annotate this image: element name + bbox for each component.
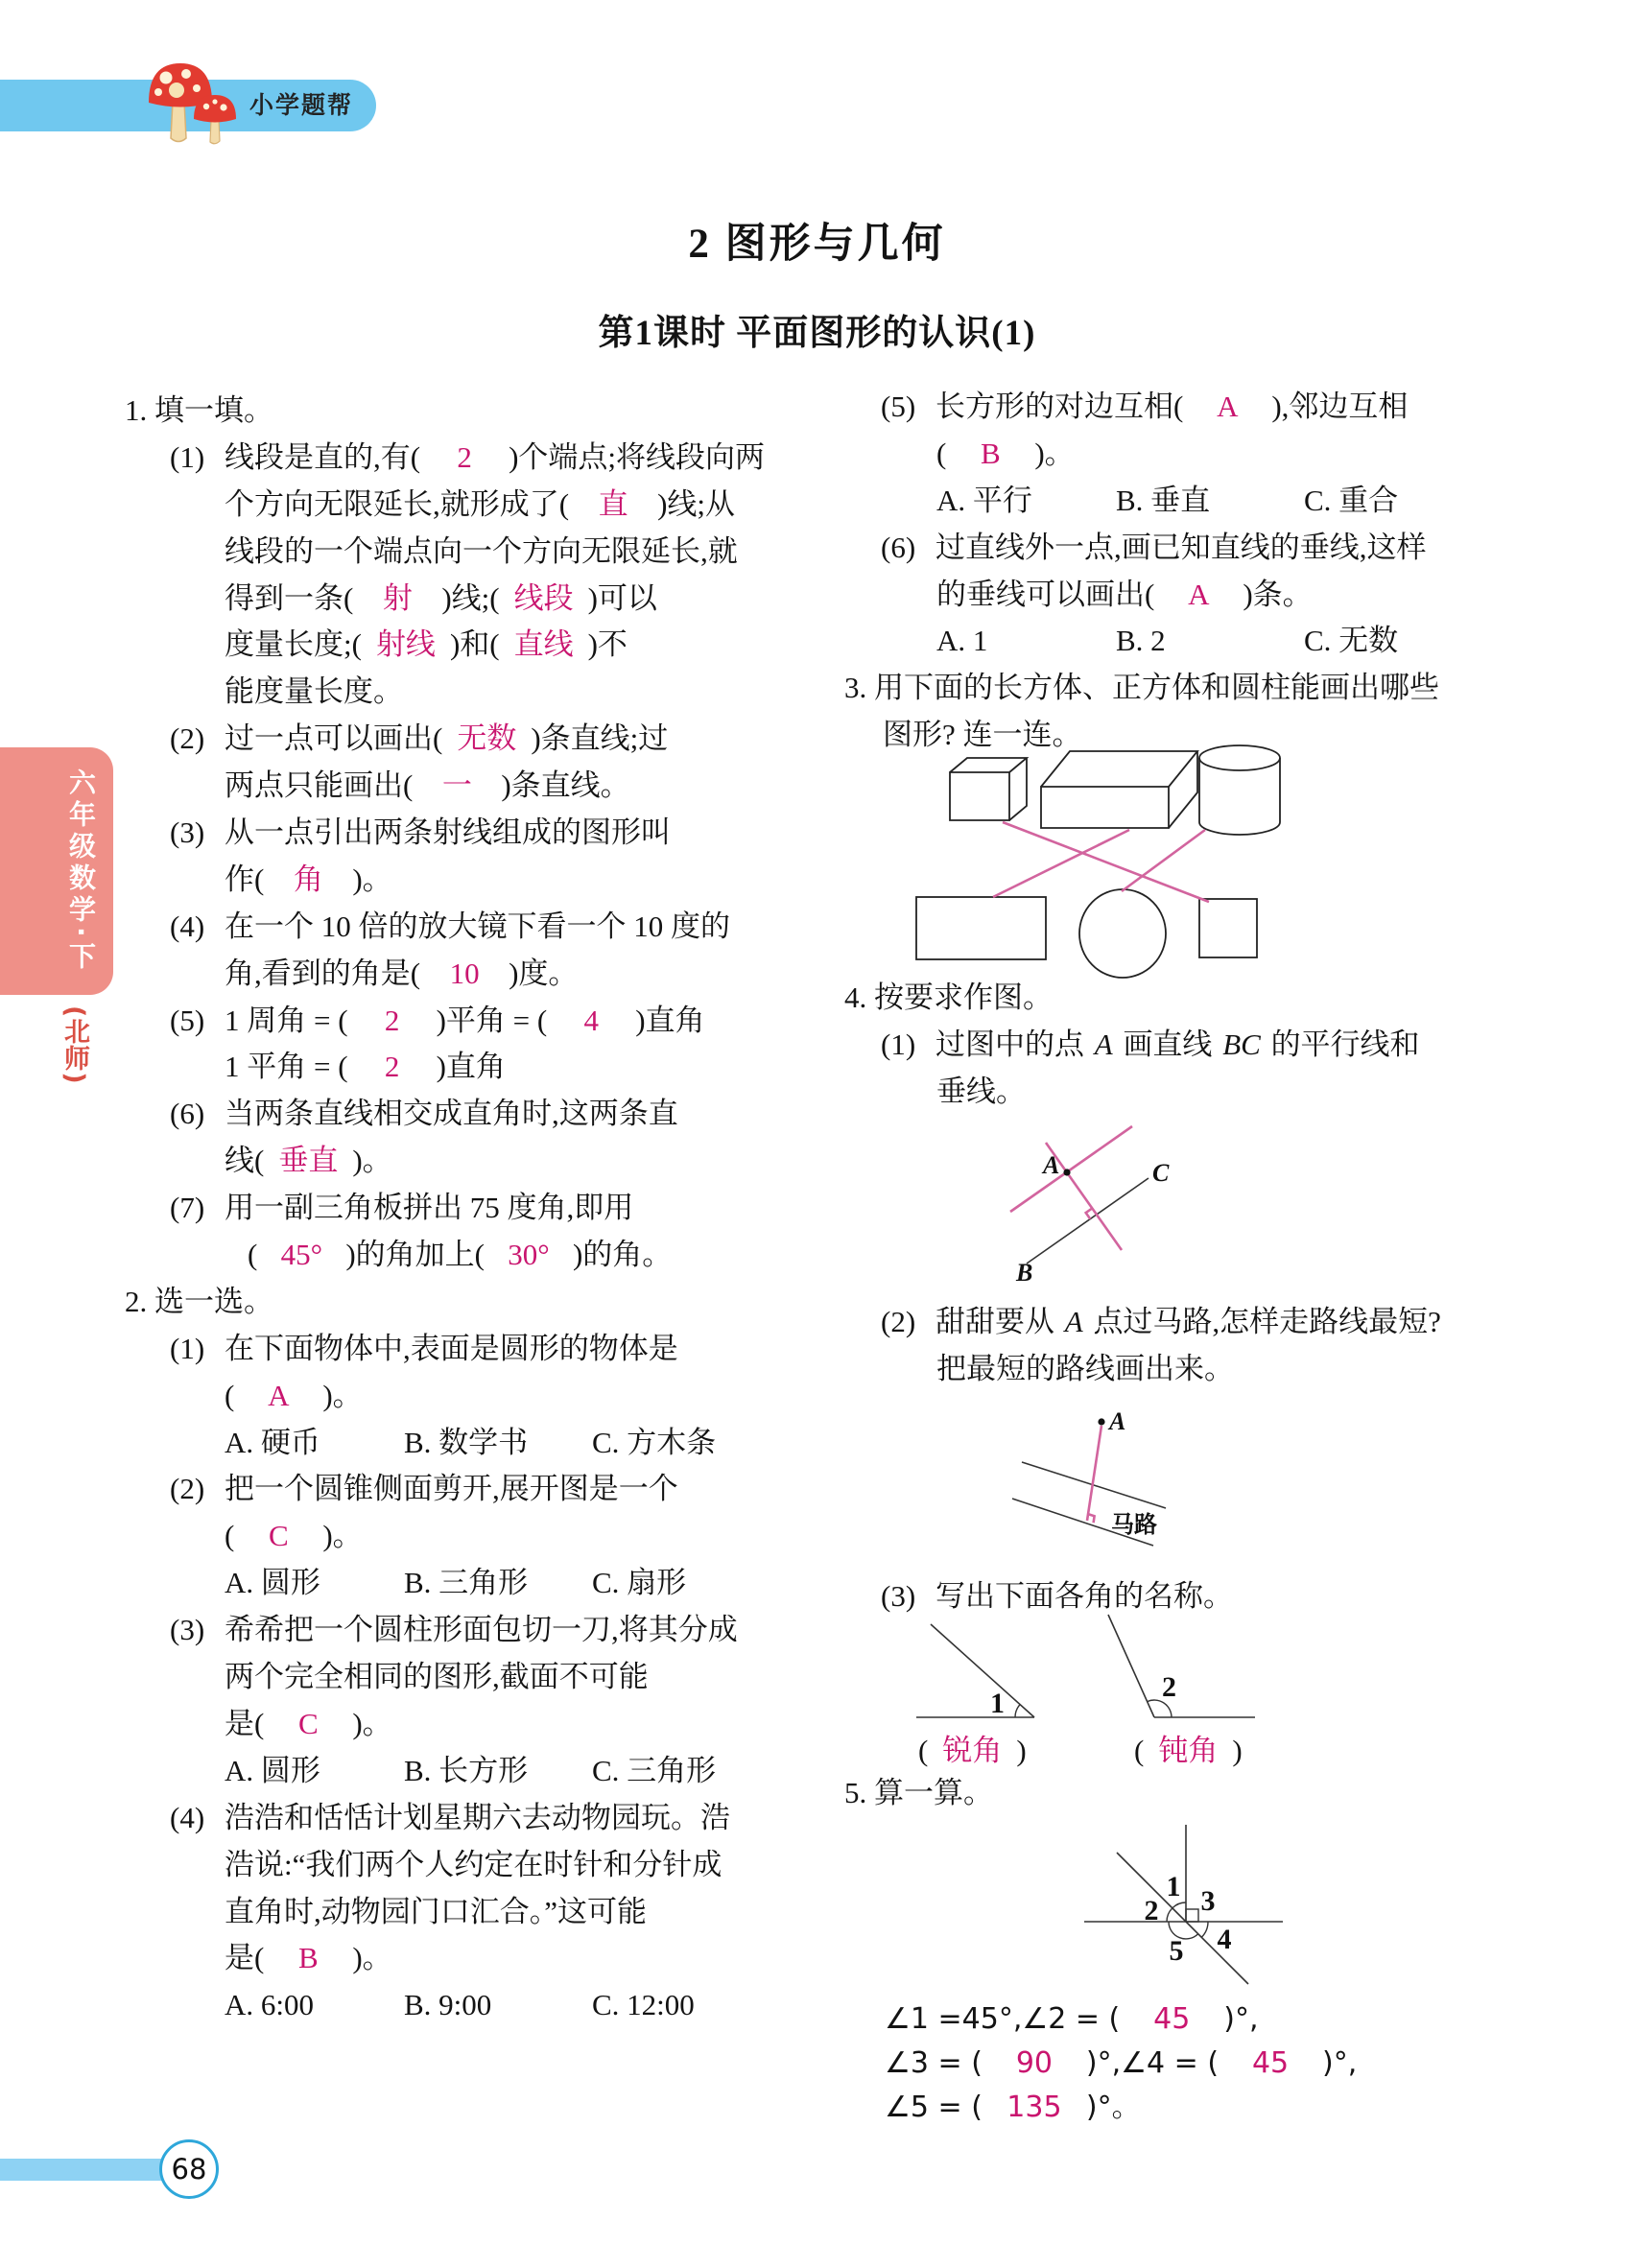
text-segment: ( [918,1734,929,1767]
worksheet-line [844,975,1530,1022]
angle-3-label: 3 [1200,1885,1216,1917]
text-segment: 写出下面各角的名称。 [935,1579,1233,1613]
answer-text: 垂直 [278,1144,339,1178]
text-segment: 两点只能画出( [225,768,414,803]
text-segment: A. 硬币 [225,1425,320,1459]
answer-text: 90 [1015,2046,1053,2080]
text-segment: (7) [170,1191,205,1225]
angle-1-label: 1 [1166,1871,1181,1902]
worksheet-line [844,572,1530,619]
worksheet-line [844,525,1530,572]
point-a-dot [1098,1418,1104,1425]
text-segment: 3. 用下面的长方体、正方体和圆柱能画出哪些 [844,671,1439,705]
text-segment: )直角 [436,1050,506,1084]
text-segment: )。 [352,862,392,896]
text-segment: C. 方木条 [592,1425,717,1459]
text-segment: 用一副三角板拼出 75 度角,即用 [225,1191,634,1225]
text-segment: ( [936,436,947,470]
text-segment: ( [248,1238,258,1272]
text-segment: 过图中的点 [935,1027,1092,1061]
angle-naming-figure [902,1612,1343,1732]
worksheet-line [844,384,1530,431]
text-segment: 长方形的对边互相( [935,390,1184,423]
answer-text: 一 [441,768,472,803]
text-segment: 作( [225,862,265,896]
right-text-block-f [844,1997,1530,2130]
text-segment: (1) [170,439,205,474]
text-segment: B. 垂直 [1116,483,1211,517]
worksheet-line [125,622,796,669]
text-segment: B. 2 [1116,624,1166,658]
text-segment: 在一个 10 倍的放大镜下看一个 10 度的 [225,909,730,943]
answer-text: A [1188,577,1210,611]
choice-row [125,1748,796,1795]
answer-text: C [268,1519,289,1553]
worksheet-line [125,435,796,482]
answer-text: 射 [382,580,413,615]
text-segment: 当两条直线相交成直角时,这两条直 [225,1097,678,1131]
side-tab-grade [0,747,113,995]
text-segment: (2) [881,1305,916,1338]
worksheet-line [125,857,796,904]
text-segment: A. 圆形 [225,1753,320,1787]
worksheet-line [125,763,796,810]
text-segment: A. 1 [936,624,988,658]
text-segment: 1 周角 = ( [225,1003,348,1037]
left-column [125,388,796,2029]
text-segment: )的角。 [572,1238,673,1272]
text-segment: C. 三角形 [592,1753,717,1787]
road-crossing-figure [998,1386,1247,1564]
worksheet-line [125,1091,796,1138]
worksheet-line [125,1279,796,1326]
text-segment: 浩浩和恬恬计划星期六去动物园玩。浩 [225,1800,730,1834]
lesson-title: 第1课时 平面图形的认识(1) [598,314,1036,353]
answer-text: 30° [508,1238,550,1272]
text-segment: (3) [170,1613,205,1647]
worksheet-line [125,1044,796,1091]
worksheet-line [125,1701,796,1748]
text-segment: )个端点;将线段向两 [509,439,766,474]
worksheet-line [125,951,796,998]
text-segment: )不 [587,627,628,662]
worksheet-line [125,904,796,951]
answer-text: 45 [1251,2046,1290,2080]
answer-text: 直线 [513,627,574,662]
text-segment: 垂线。 [936,1074,1026,1108]
text-segment: ∠1 =45°,∠2 = ( [885,2002,1121,2036]
angle-1-label: 1 [990,1688,1005,1719]
choice-row [844,478,1530,525]
point-c-label: C [1152,1159,1170,1187]
text-segment: C. 扇形 [592,1566,687,1600]
text-segment: (3) [170,815,205,850]
text-segment: )平角 = ( [436,1003,548,1037]
text-segment: 度量长度;( [225,627,362,662]
match-line-cube-square [1003,822,1209,902]
text-segment: (6) [170,1097,205,1131]
text-segment: 直角时,动物园门口汇合。”这可能 [225,1894,648,1928]
text-segment: )直角 [635,1003,705,1037]
parallel-line [1010,1126,1132,1212]
text-segment: 两个完全相同的图形,截面不可能 [225,1660,649,1694]
text-segment: 甜甜要从 [935,1305,1062,1338]
worksheet-line [125,576,796,623]
answer-text: 直 [598,486,628,521]
right-text-block-c [844,1299,1530,1393]
point-b-label: B [1016,1259,1033,1286]
worksheet-line [125,482,796,529]
right-column [844,0,1530,2268]
text-segment: (2) [170,1472,205,1506]
text-segment: (5) [170,1003,205,1037]
worksheet-line [844,1069,1530,1116]
text-segment: 过直线外一点,画已知直线的垂线,这样 [935,530,1427,564]
answer-text: 线段 [513,580,574,615]
text-segment: (4) [170,1800,205,1834]
answer-text: 角 [293,862,323,896]
text-segment: 把最短的路线画出来。 [936,1351,1234,1385]
worksheet-line [125,388,796,435]
text-segment: A. 6:00 [225,1988,314,2022]
text-segment: ∠3 = ( [885,2046,983,2080]
text-segment: 角,看到的角是( [225,956,421,990]
text-segment: 1 平角 = ( [225,1050,348,1084]
angle-answers-row [844,1727,1530,1774]
point-a-label: A [1109,1407,1126,1435]
answer-text: 锐角 [942,1734,1003,1767]
text-segment: B. 三角形 [404,1566,529,1600]
square-shape [1199,899,1257,957]
circle-shape [1079,889,1166,978]
angle-2-label: 2 [1144,1895,1159,1926]
worksheet-line [125,1654,796,1701]
worksheet-line [125,1842,796,1889]
rectangle-shape [916,897,1046,959]
brand-label: 小学题帮 [249,91,354,119]
text-segment: 的平行线和 [1263,1027,1420,1061]
angle-calculation-figure [1075,1816,1295,1998]
text-segment: )°,∠4 = ( [1085,2046,1220,2080]
worksheet-line [125,716,796,763]
text-segment: A. 平行 [936,483,1032,517]
text-segment: ( [225,1378,235,1412]
right-angle-mark [1186,1909,1198,1922]
answer-text: A [1217,390,1239,423]
text-segment: ∠5 = ( [885,2091,983,2124]
answer-text: 2 [384,1050,400,1084]
worksheet-line [844,431,1530,478]
worksheet-line [125,1607,796,1654]
angle-4-label: 4 [1217,1924,1232,1955]
obtuse-angle-figure [1108,1615,1255,1717]
acute-angle-figure [916,1624,1034,1719]
answer-text: 45° [280,1238,323,1272]
worksheet-line [125,810,796,857]
cuboid-shape [1041,751,1197,828]
text-segment: 图形? 连一连。 [883,718,1082,752]
cylinder-shape [1199,745,1280,835]
angle-1-answer [918,1727,1027,1774]
worksheet-line [125,1185,796,1232]
text-segment: )线;( [441,580,500,615]
worksheet-line [125,1513,796,1560]
answer-text: 135 [1006,2091,1062,2124]
choice-row [844,618,1530,665]
text-segment: )。 [322,1378,363,1412]
text-segment: )。 [322,1519,363,1553]
text-segment: ( [1134,1734,1145,1767]
worksheet-line [844,665,1530,712]
text-segment: 希希把一个圆柱形面包切一刀,将其分成 [225,1613,738,1647]
text-segment: C. 12:00 [592,1988,695,2022]
worksheet-line [125,1466,796,1513]
match-line-cylinder-circle [1122,830,1205,891]
text-segment: B. 数学书 [404,1425,529,1459]
worksheet-line [125,1138,796,1185]
parallel-perpendicular-figure [993,1118,1223,1286]
text-segment: 点过马路,怎样走路线最短? [1085,1305,1441,1338]
worksheet-line [125,1889,796,1936]
text-segment: ( [225,1519,235,1553]
text-segment: 2. 选一选。 [125,1284,273,1318]
worksheet-line [125,1935,796,1982]
text-segment: )。 [352,1706,392,1740]
answer-text: 4 [583,1003,599,1037]
text-segment: (1) [170,1331,205,1365]
text-segment: 从一点引出两条射线组成的图形叫 [225,815,671,850]
text-segment: )和( [449,627,500,662]
angle-equation-line [844,1997,1530,2042]
right-text-block-e [844,1770,1530,1817]
text-segment: 是( [225,1706,265,1740]
line-bc [1027,1178,1149,1264]
shortest-path-line [1087,1426,1101,1521]
text-segment: )条。 [1243,577,1313,611]
choice-row [125,1560,796,1607]
text-segment: )。 [352,1144,392,1178]
text-segment: 线( [225,1144,265,1178]
right-text-block-b [844,975,1530,1116]
answer-text: 2 [384,1003,400,1037]
worksheet-line [125,998,796,1045]
answer-text: 2 [457,439,472,474]
text-segment: B. 长方形 [404,1753,529,1787]
answer-text: 钝角 [1158,1734,1219,1767]
text-segment: 4. 按要求作图。 [844,980,1053,1014]
choice-row [125,1982,796,2029]
text-segment: (4) [170,909,205,943]
text-segment: )可以 [587,580,657,615]
text-segment: )。 [1034,436,1075,470]
text-segment: )条直线。 [501,768,630,803]
text-segment: )线;从 [657,486,736,521]
answer-text: 无数 [457,721,517,756]
text-segment: 的垂线可以画出( [936,577,1155,611]
text-segment: B. 9:00 [404,1988,492,2022]
text-segment: 在下面物体中,表面是圆形的物体是 [225,1331,678,1365]
angle-5-label: 5 [1169,1935,1184,1967]
chapter-title: 2 图形与几何 [688,222,946,267]
worksheet-line [125,529,796,576]
text-segment: 1. 填一填。 [125,393,273,427]
text-segment: 线段的一个端点向一个方向无限延长,就 [225,533,738,568]
worksheet-line [125,1373,796,1420]
text-segment: (2) [170,721,205,756]
answer-text: A [268,1378,290,1412]
text-segment: (3) [881,1579,916,1613]
text-segment: )度。 [509,956,579,990]
text-segment: A [1064,1305,1083,1338]
side-tab-label: 六年级数学·下 [65,768,97,974]
text-segment: 得到一条( [225,580,354,615]
text-segment: 线段是直的,有( [225,439,421,474]
text-segment: 画直线 [1115,1027,1220,1061]
text-segment: 能度量长度。 [225,674,403,709]
choice-row [125,1420,796,1467]
answer-text: 射线 [375,627,436,662]
text-segment: C. 重合 [1304,483,1399,517]
text-segment: )°, [1322,2046,1358,2080]
text-segment: A [1094,1027,1113,1061]
text-segment: )条直线;过 [531,721,669,756]
worksheet-line [125,1326,796,1373]
answer-text: 45 [1153,2002,1191,2036]
text-segment: )的角加上( [345,1238,485,1272]
angle-equation-line [844,2042,1530,2086]
text-segment: )。 [352,1941,392,1975]
page-number-bar [0,2159,163,2181]
text-segment: 是( [225,1941,265,1975]
angle-2-label: 2 [1162,1671,1176,1703]
text-segment: 把一个圆锥侧面剪开,展开图是一个 [225,1472,678,1506]
text-segment: )°。 [1085,2091,1141,2124]
text-segment: A. 圆形 [225,1566,320,1600]
worksheet-line [844,1299,1530,1346]
text-segment: BC [1222,1027,1261,1061]
point-a-label: A [1043,1151,1060,1179]
text-segment: (6) [881,530,916,564]
text-segment: 5. 算一算。 [844,1776,993,1809]
page-number-badge: 68 [159,2139,219,2199]
worksheet-line [125,1795,796,1842]
text-segment: ) [1016,1734,1027,1767]
worksheet-line [125,669,796,716]
text-segment: C. 无数 [1304,624,1399,658]
answer-text: B [297,1941,319,1975]
point-a-dot [1063,1169,1070,1175]
text-segment: )°, [1223,2002,1259,2036]
worksheet-line [844,1022,1530,1069]
text-segment: ) [1232,1734,1243,1767]
text-segment: (5) [881,390,916,423]
connect-solids-figure [878,744,1310,983]
worksheet-line [844,1770,1530,1817]
cube-shape [950,758,1027,820]
text-segment: 过一点可以画出( [225,721,443,756]
right-text-block-a [844,384,1530,759]
answer-text: C [297,1706,319,1740]
answer-text: 10 [449,956,480,990]
answer-text: B [980,436,1001,470]
right-angle-mark [1088,1514,1095,1523]
road-label: 马路 [1111,1511,1157,1538]
mushrooms-icon [130,52,248,155]
text-segment: 个方向无限延长,就形成了( [225,486,570,521]
angle-equation-line [844,2086,1530,2130]
text-segment: 浩说:“我们两个人约定在时针和分针成 [225,1847,722,1881]
text-segment: (1) [881,1027,916,1061]
angle-2-answer [1134,1727,1243,1774]
text-segment: ),邻边互相 [1271,390,1409,423]
side-publisher-label: (北师) [59,1005,89,1085]
worksheet-line [125,1232,796,1279]
